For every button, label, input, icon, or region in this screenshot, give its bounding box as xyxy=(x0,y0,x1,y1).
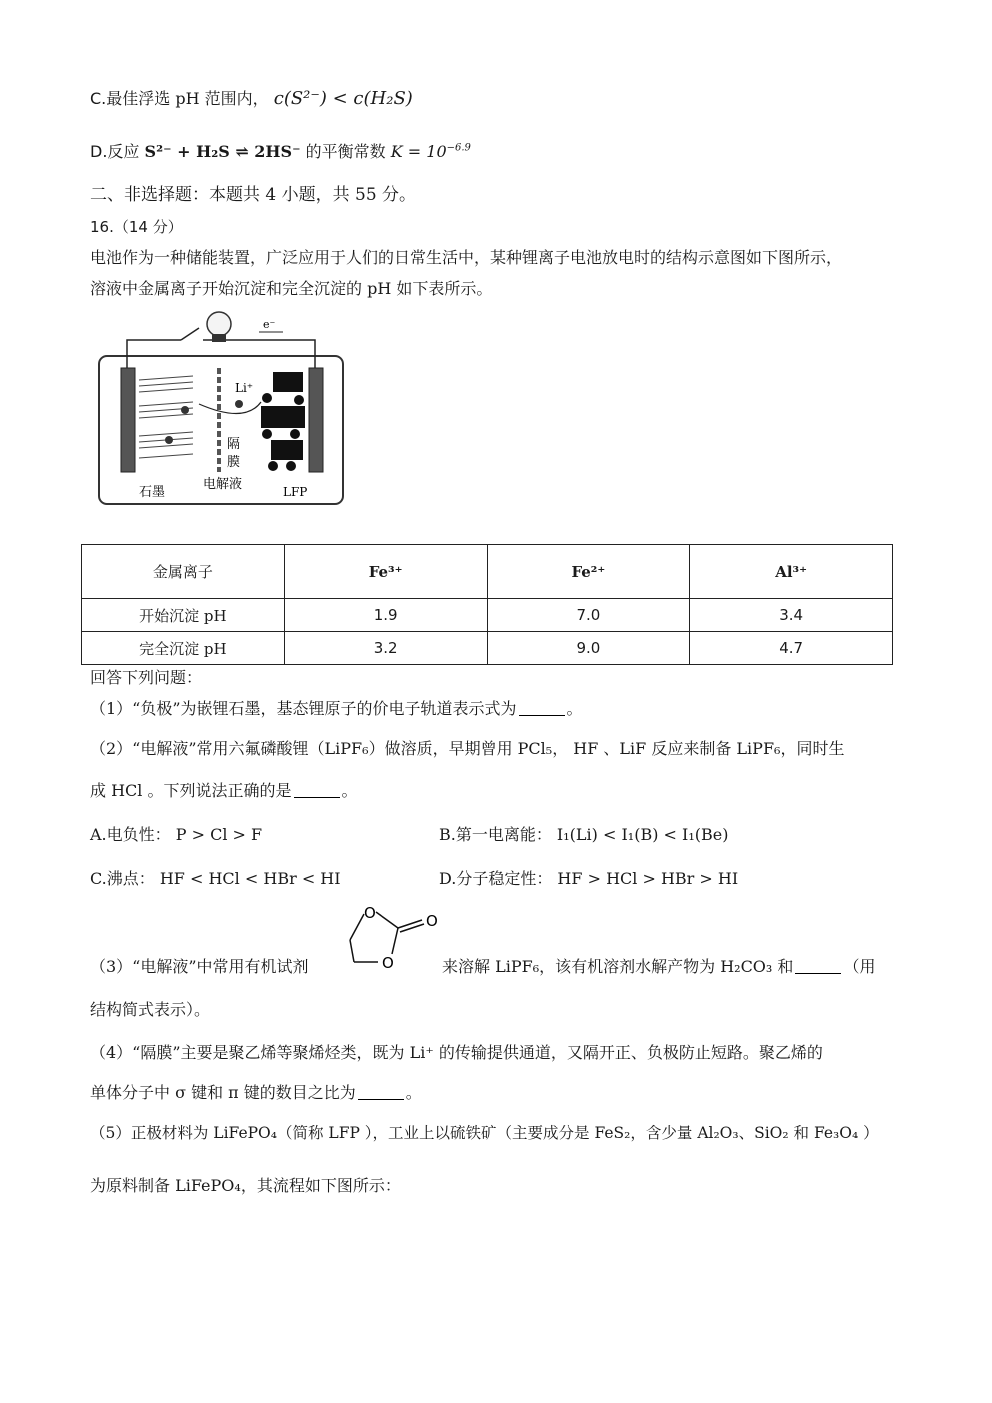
table-header-cell: Fe³⁺ xyxy=(284,545,487,599)
table-cell: 4.7 xyxy=(690,632,893,665)
answer-blank xyxy=(519,714,565,716)
graphite-label: 石墨 xyxy=(139,485,166,500)
choice-b: B.第一电离能： I₁(Li) < I₁(B) < I₁(Be) xyxy=(439,825,729,844)
choice-a: A.电负性： P > Cl > F xyxy=(90,825,263,844)
option-c-label: C. xyxy=(90,89,107,108)
table-cell: 完全沉淀 pH xyxy=(82,632,285,665)
choice-d: D.分子稳定性： HF > HCl > HBr > HI xyxy=(439,869,739,888)
part-3-line-1b xyxy=(442,957,875,976)
ring-oxygen-2: O xyxy=(382,954,394,972)
table-cell: 3.2 xyxy=(284,632,487,665)
table-header-row xyxy=(82,545,893,599)
li-ion-label: Li⁺ xyxy=(235,381,254,395)
option-d xyxy=(90,142,471,161)
electrolyte-label: 电解液 xyxy=(203,477,243,492)
part-1-text: （1）“负极”为嵌锂石墨，基态锂原子的价电子轨道表示式为 xyxy=(90,699,517,718)
option-d-kexp: −6.9 xyxy=(446,142,471,154)
battery-diagram xyxy=(95,306,347,510)
table-cell: 9.0 xyxy=(487,632,690,665)
part-2-end: 。 xyxy=(341,781,358,800)
table-header-cell: 金属离子 xyxy=(82,545,285,599)
table-row xyxy=(82,599,893,632)
option-c-text: 最佳浮选 pH 范围内， xyxy=(106,89,269,108)
intro-line-1: 电池作为一种储能装置，广泛应用于人们的日常生活中，某种锂离子电池放电时的结构示意图如下图所示， xyxy=(90,248,843,267)
bulb-icon xyxy=(207,312,231,342)
part-3-text-pre: （3）“电解液”中常用有机试剂 xyxy=(90,957,309,976)
table-cell: 开始沉淀 pH xyxy=(82,599,285,632)
part-2-line-2 xyxy=(90,781,358,800)
precipitation-table xyxy=(81,544,893,665)
part-2-line-1: （2）“电解液”常用六氟磷酸锂（LiPF₆）做溶质，早期曾用 PCl₅， HF 、LiF 反应来制备 LiPF₆，同时生 xyxy=(90,739,845,758)
part-2-text: 成 HCl 。下列说法正确的是 xyxy=(90,781,292,800)
choice-c: C.沸点： HF < HCl < HBr < HI xyxy=(90,869,341,888)
answer-prompt: 回答下列问题： xyxy=(90,668,203,687)
part-1-end: 。 xyxy=(566,699,583,718)
answer-blank xyxy=(358,1098,404,1100)
graphite-electrode xyxy=(121,368,135,472)
part-3-text-mid: 来溶解 LiPF₆，该有机溶剂水解产物为 H₂CO₃ 和 xyxy=(442,957,794,976)
table-cell: 1.9 xyxy=(284,599,487,632)
intro-line-2: 溶液中金属离子开始沉淀和完全沉淀的 pH 如下表所示。 xyxy=(90,279,493,298)
option-c xyxy=(90,88,413,110)
part-4-end: 。 xyxy=(405,1083,422,1102)
table-header-cell: Fe²⁺ xyxy=(487,545,690,599)
lfp-electrode xyxy=(309,368,323,472)
part-5-line-2: 为原料制备 LiFePO₄，其流程如下图所示： xyxy=(90,1176,401,1195)
separator-label-1: 隔 xyxy=(227,437,241,452)
part-4-text: 单体分子中 σ 键和 π 键的数目之比为 xyxy=(90,1083,356,1102)
ring-oxygen-1: O xyxy=(364,904,376,922)
question-number: 16.（14 分） xyxy=(90,218,183,236)
option-d-k: K = 10 xyxy=(390,142,447,161)
part-3-line-2: 结构简式表示）。 xyxy=(90,1000,211,1019)
answer-blank xyxy=(294,796,340,798)
option-c-expr: c(S²⁻) < c(H₂S) xyxy=(273,88,413,109)
part-3-line-1 xyxy=(90,957,309,976)
carbonyl-oxygen: O xyxy=(426,912,438,930)
table-cell: 3.4 xyxy=(690,599,893,632)
option-d-label: D. xyxy=(90,142,108,161)
option-d-text1: 反应 xyxy=(107,142,140,161)
lfp-label: LFP xyxy=(283,485,308,499)
part-3-end: （用 xyxy=(843,957,876,976)
ethylene-carbonate-structure xyxy=(340,900,450,980)
part-4-line-1: （4）“隔膜”主要是聚乙烯等聚烯烃类，既为 Li⁺ 的传输提供通道，又隔开正、负极防止短路。聚乙烯的 xyxy=(90,1043,823,1062)
part-4-line-2 xyxy=(90,1083,422,1102)
option-d-text2: 的平衡常数 xyxy=(305,142,386,161)
section-heading: 二、非选择题：本题共 4 小题，共 55 分。 xyxy=(90,185,417,205)
table-cell: 7.0 xyxy=(487,599,690,632)
electron-label: e⁻ xyxy=(263,318,276,331)
part-1 xyxy=(90,699,583,718)
answer-blank xyxy=(795,972,841,974)
part-5-line-1: （5）正极材料为 LiFePO₄（简称 LFP ），工业上以硫铁矿（主要成分是 FeS₂，含少量 Al₂O₃、SiO₂ 和 Fe₃O₄ ） xyxy=(90,1124,879,1142)
table-row xyxy=(82,632,893,665)
table-header-cell: Al³⁺ xyxy=(690,545,893,599)
separator-label-2: 膜 xyxy=(227,455,241,470)
option-d-expr: S²⁻ + H₂S ⇌ 2HS⁻ xyxy=(144,142,301,161)
